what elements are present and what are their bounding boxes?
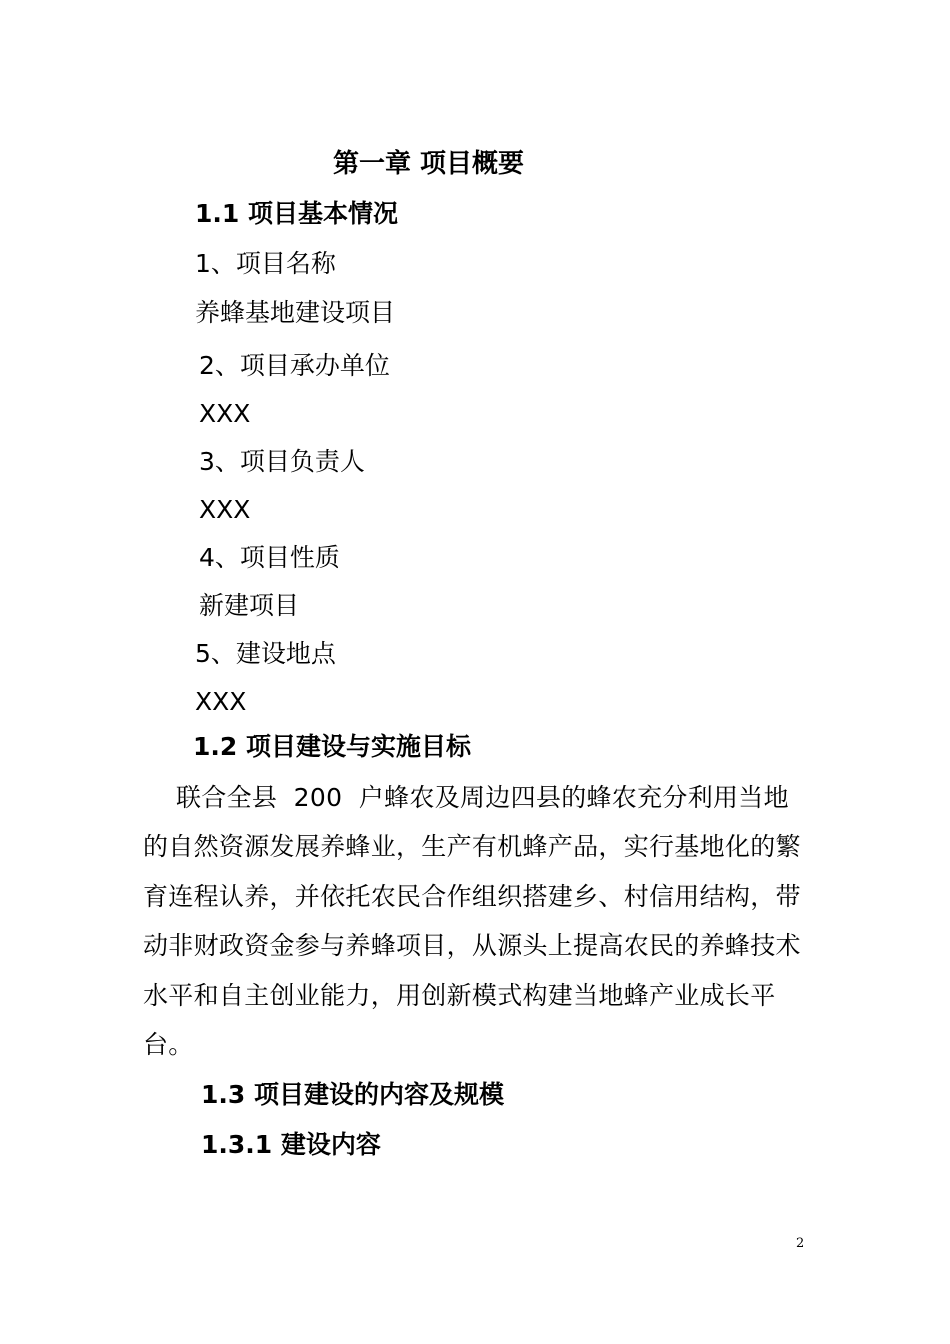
item-2-label: 2、项目承办单位 [199,351,390,380]
item-1-value: 养蜂基地建设项目 [195,298,396,327]
item-5-label: 5、建设地点 [195,639,336,668]
paragraph-line: 台。 [143,1030,194,1059]
item-3-label: 3、项目负责人 [199,447,365,476]
paragraph-line: 育连程认养，并依托农民合作组织搭建乡、村信用结构，带 [143,882,801,911]
section-1-3-heading: 1.3 项目建设的内容及规模 [201,1080,504,1109]
item-4-label: 4、项目性质 [199,543,340,572]
item-2-value: XXX [199,399,251,428]
page-number: 2 [796,1236,805,1251]
paragraph-line: 联合全县 200 户蜂农及周边四县的蜂农充分利用当地 [143,783,789,812]
item-5-value: XXX [195,687,247,716]
paragraph-line: 的自然资源发展养蜂业，生产有机蜂产品，实行基地化的繁 [143,832,801,861]
item-4-value: 新建项目 [199,591,300,620]
section-1-3-1-heading: 1.3.1 建设内容 [201,1130,381,1159]
section-1-1-heading: 1.1 项目基本情况 [195,199,398,228]
chapter-title: 第一章 项目概要 [333,149,525,179]
item-1-label: 1、项目名称 [195,249,336,278]
paragraph-line: 动非财政资金参与养蜂项目，从源头上提高农民的养蜂技术 [143,931,801,960]
paragraph-line: 水平和自主创业能力，用创新模式构建当地蜂产业成长平 [143,981,776,1010]
section-1-2-heading: 1.2 项目建设与实施目标 [193,732,471,761]
item-3-value: XXX [199,495,251,524]
